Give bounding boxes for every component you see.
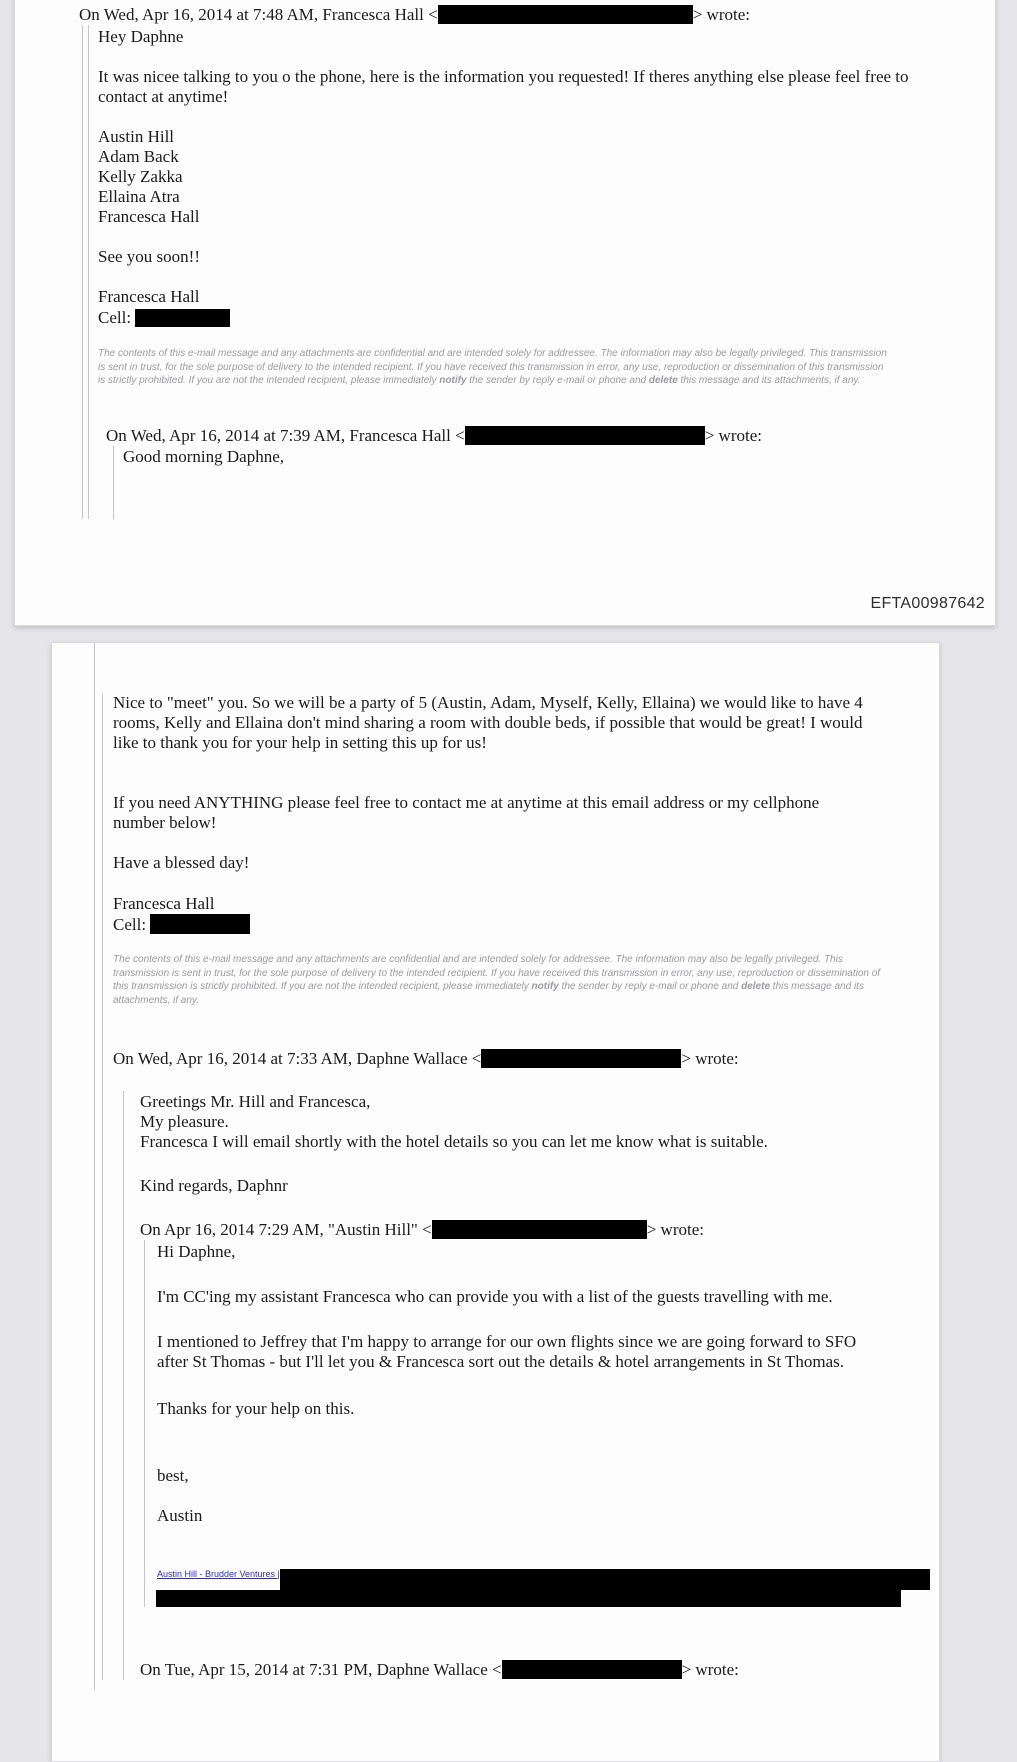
quoted-block-level2 (88, 25, 995, 519)
email-header-748am-wrote: > wrote: (692, 5, 750, 24)
email-header-733am-wrote: > wrote: (681, 1049, 739, 1068)
quoted-block-daphne (123, 1091, 939, 1680)
body-paragraph-contact: If you need ANYTHING please feel free to contact me at anytime at this email address or my cellphone number below! (113, 793, 820, 832)
austin-closing-line: best, (157, 1466, 189, 1485)
email-header-731pm-text: On Tue, Apr 15, 2014 at 7:31 PM, Daphne Wallace < (140, 1659, 502, 1679)
confidentiality-disclaimer: The contents of this e-mail message and any attachments are confidential and are intended solely for addressee. The information may also be legally privileged. This transmission is sent in trust, for the sole purpose of delivery to the intended recipient. If you have received this transmission in error, any use, reproduction or dissemination of this transmission is strictly prohibited. If you are not the intended recipient, please immediately notify the sender by reply e-mail or phone and delete this message and its attachments, if any. (113, 954, 881, 1006)
signature-block (113, 894, 939, 936)
quoted-block-level3 (113, 446, 995, 519)
redaction-email-address (481, 1049, 681, 1068)
guest-names-list (98, 127, 995, 227)
redaction-email-address (432, 1220, 647, 1239)
email-header-739am-wrote: > wrote: (704, 425, 762, 445)
redaction-signature-line1 (280, 1569, 930, 1590)
signature-block (98, 287, 995, 329)
redaction-email-address (438, 5, 693, 24)
guest-name: Francesca Hall (98, 207, 200, 226)
guest-name: Kelly Zakka (98, 167, 183, 186)
email-header-731pm-wrote: > wrote: (681, 1659, 739, 1679)
quoted-block-level1 (94, 643, 939, 1690)
redaction-phone-number (135, 309, 230, 327)
redaction-signature-line2 (156, 1590, 901, 1607)
email-header-739am (106, 425, 995, 446)
daphne-line: My pleasure. (140, 1112, 229, 1131)
confidentiality-disclaimer: The contents of this e-mail message and any attachments are confidential and are intended solely for addressee. The information may also be legally privileged. This transmission is sent in trust, for the sole purpose of delivery to the intended recipient. If you have received this transmission in error, any use, reproduction or dissemination of this transmission is strictly prohibited. If you are not the intended recipient, please immediately notify the sender by reply e-mail or phone and delete this message and its attachments, if any. (98, 348, 887, 386)
austin-paragraph-3: Thanks for your help on this. (157, 1399, 355, 1418)
email-header-733am-text: On Wed, Apr 16, 2014 at 7:33 AM, Daphne Wallace < (113, 1049, 482, 1068)
guest-name: Ellaina Atra (98, 187, 180, 206)
quoted-block-level2 (102, 693, 939, 1680)
cell-label: Cell: (113, 915, 147, 934)
redaction-phone-number (150, 914, 250, 934)
greeting-line: Hey Daphne (98, 27, 184, 46)
body-paragraph-rooms: Nice to "meet" you. So we will be a party of 5 (Austin, Adam, Myself, Kelly, Ellaina) we would like to have 4 rooms, Kelly and Ellaina don't mind sharing a room with double beds, if possible that would be great! I would like to thank you for your help in setting this up for us! (113, 693, 863, 752)
guest-name: Adam Back (98, 147, 179, 166)
email-header-729am-text: On Apr 16, 2014 7:29 AM, "Austin Hill" < (140, 1220, 432, 1239)
redaction-email-address (502, 1660, 682, 1679)
austin-signature-block (157, 1564, 939, 1607)
document-page-2 (51, 642, 940, 1762)
email-header-739am-text: On Wed, Apr 16, 2014 at 7:39 AM, Francesca Hall < (106, 425, 465, 445)
document-page-1 (14, 0, 996, 626)
email-header-733am (113, 1048, 939, 1069)
daphne-regards-line: Kind regards, Daphnr (140, 1176, 288, 1195)
quoted-block-level1 (82, 25, 995, 519)
redaction-email-address (465, 426, 705, 445)
brudder-ventures-link[interactable]: Austin Hill - Brudder Ventures | (157, 1569, 280, 1579)
daphne-line: Greetings Mr. Hill and Francesca, (140, 1092, 371, 1111)
quoted-greeting-line: Good morning Daphne, (123, 446, 285, 466)
email-header-748am (79, 4, 995, 25)
body-paragraph-1: It was nicee talking to you o the phone, here is the information you requested! If theres anything else please feel free to contact at anytime! (98, 67, 909, 106)
quoted-block-austin (144, 1240, 939, 1607)
email-header-729am-wrote: > wrote: (646, 1220, 704, 1239)
cell-label: Cell: (98, 308, 132, 327)
email-header-729am (140, 1219, 939, 1240)
austin-greeting-line: Hi Daphne, (157, 1242, 236, 1261)
bates-number: EFTA00987642 (870, 595, 985, 612)
blessed-day-line: Have a blessed day! (113, 853, 250, 872)
signature-name: Francesca Hall (98, 287, 200, 306)
daphne-line: Francesca I will email shortly with the hotel details so you can let me know what is suitable. (140, 1132, 768, 1151)
closing-line: See you soon!! (98, 247, 200, 266)
email-header-748am-text: On Wed, Apr 16, 2014 at 7:48 AM, Francesca Hall < (79, 5, 438, 24)
austin-name-line: Austin (157, 1506, 203, 1525)
austin-paragraph-1: I'm CC'ing my assistant Francesca who can provide you with a list of the guests travelling with me. (157, 1287, 833, 1306)
signature-name: Francesca Hall (113, 894, 215, 913)
email-header-731pm (140, 1659, 939, 1680)
austin-paragraph-2: I mentioned to Jeffrey that I'm happy to arrange for our own flights since we are going forward to SFO after St Thomas - but I'll let you & Francesca sort out the details & hotel arrangements in St Thomas. (157, 1332, 857, 1371)
guest-name: Austin Hill (98, 127, 175, 146)
